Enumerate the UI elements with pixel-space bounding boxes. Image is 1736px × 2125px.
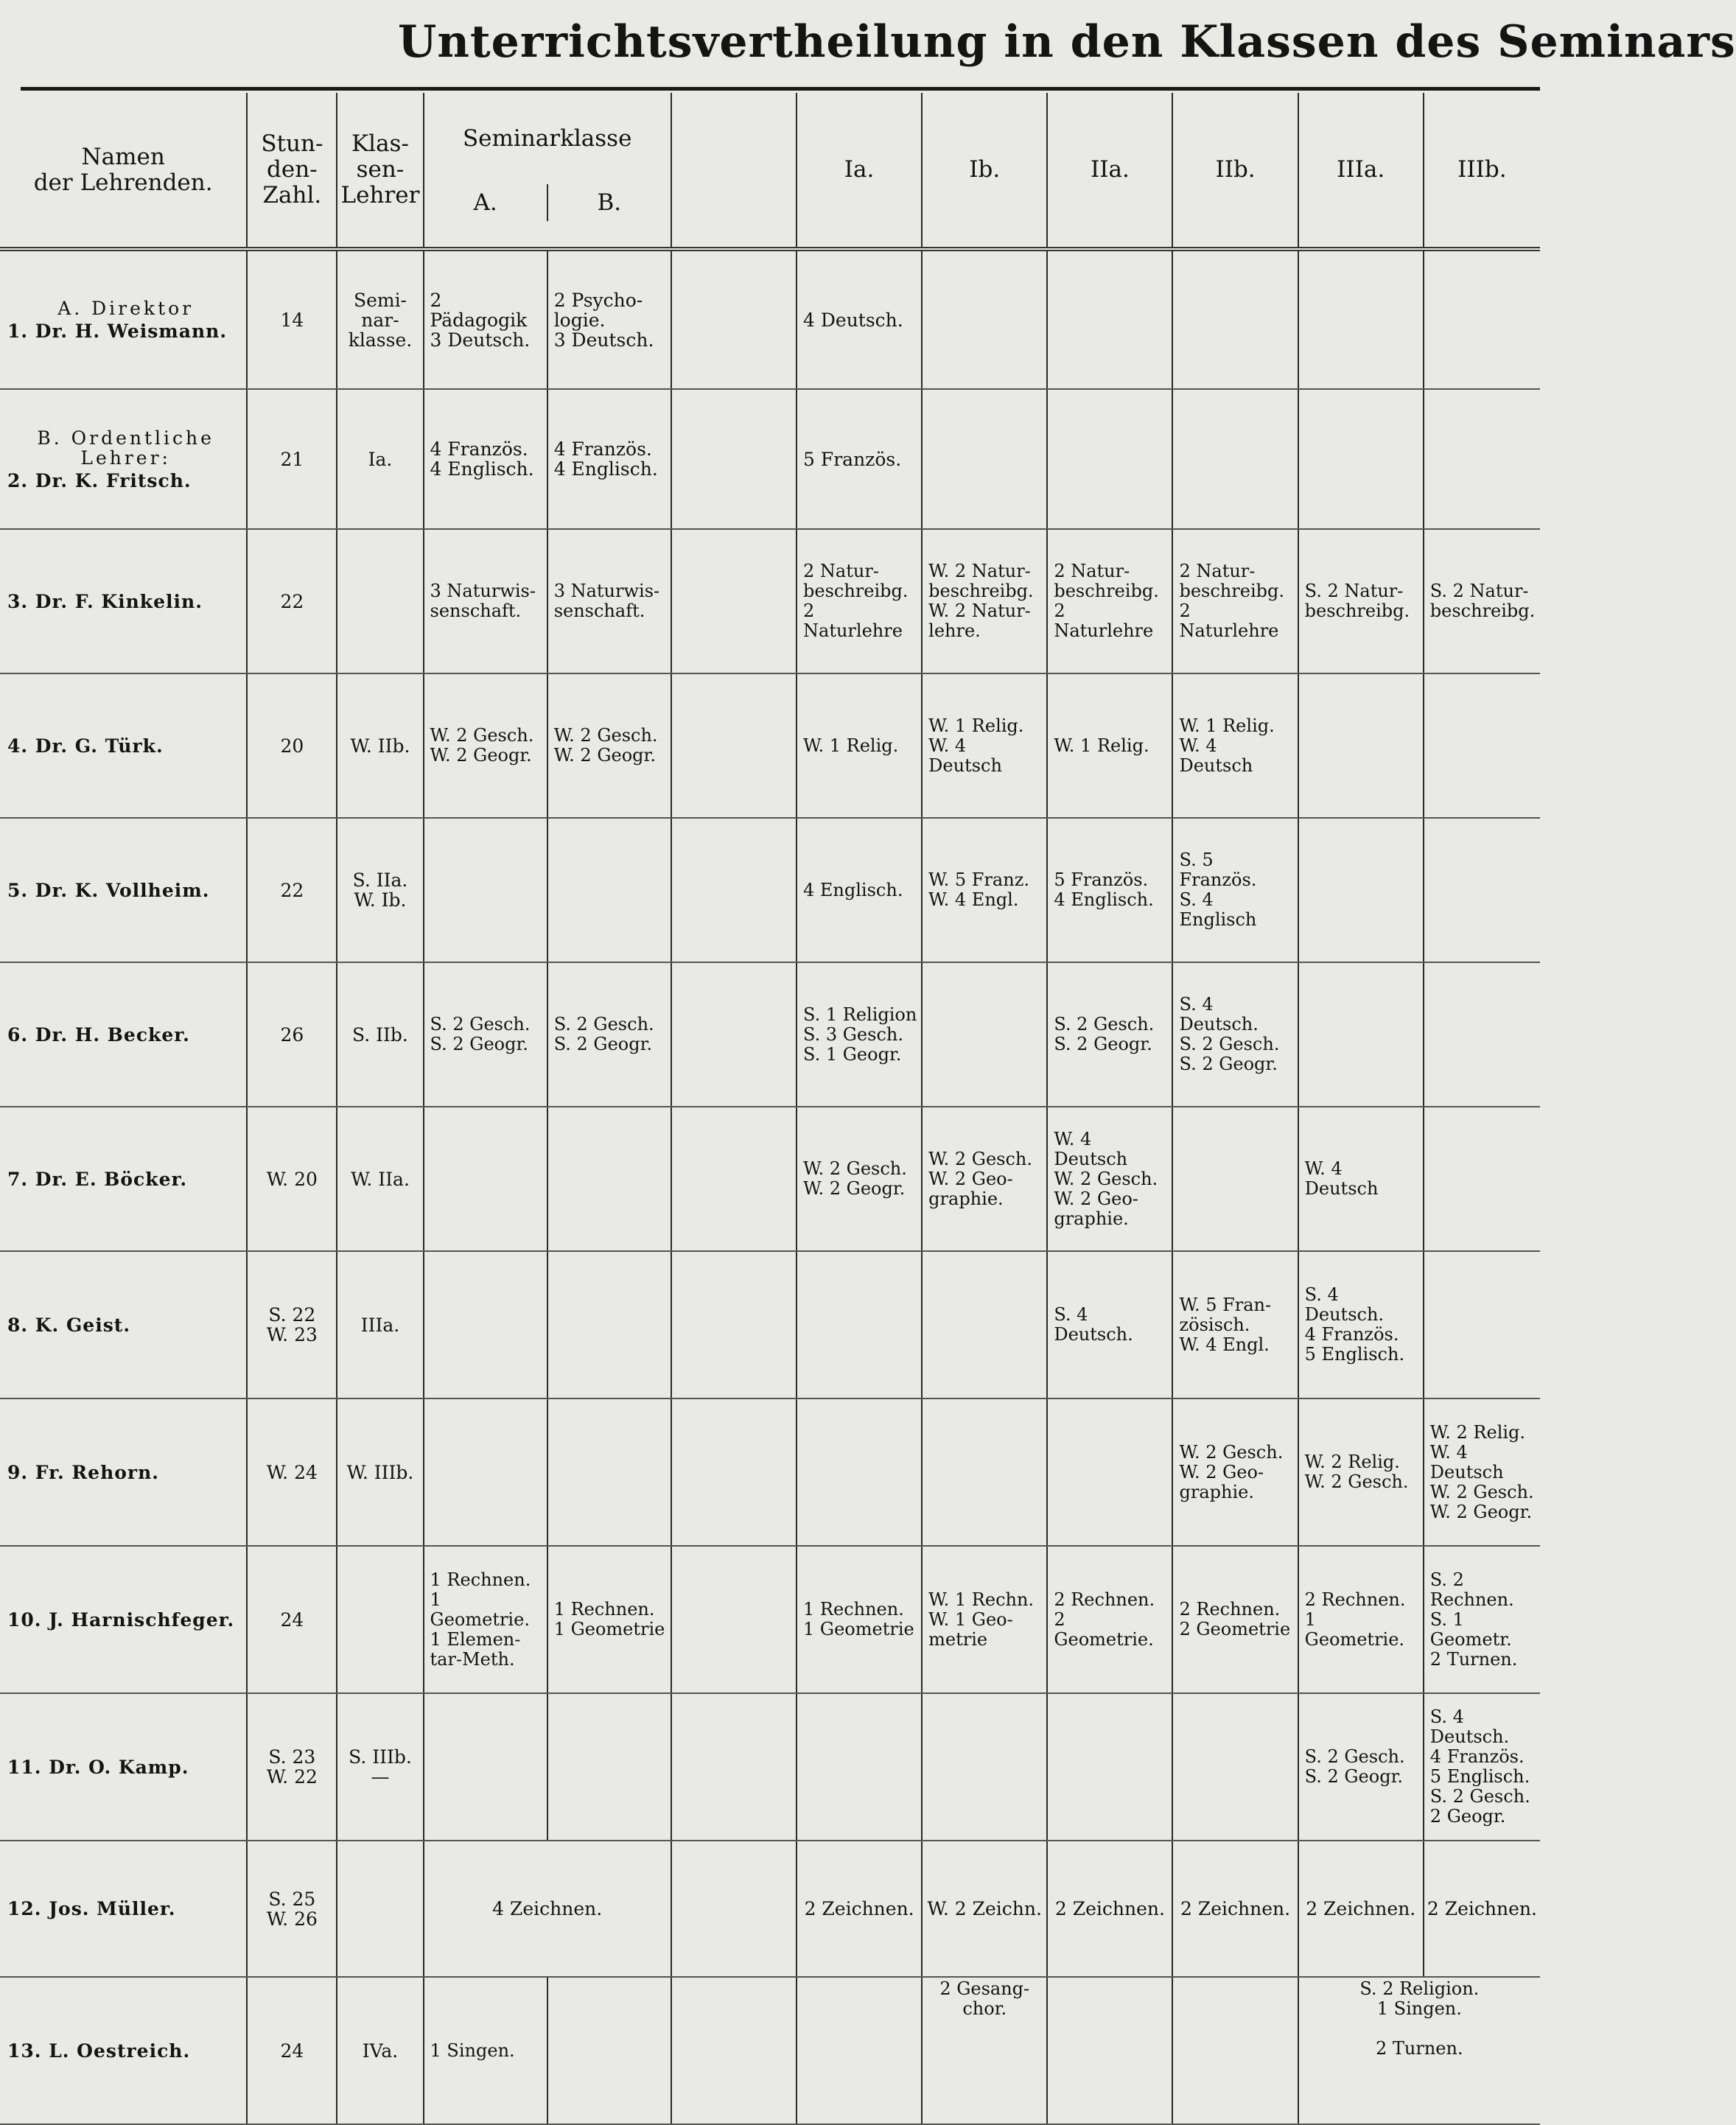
class-teacher-cell: IIIa. <box>337 1251 423 1398</box>
iiib-cell: W. 2 Relig. W. 4 Deutsch W. 2 Gesch. W. 2 Geogr. <box>1424 1398 1540 1546</box>
hours-cell: 14 <box>247 249 337 389</box>
header-blank <box>671 93 797 249</box>
ib-cell: W. 2 Gesch. W. 2 Geo- graphie. <box>922 1107 1047 1251</box>
sem-a-cell <box>424 1251 547 1398</box>
iib-cell <box>1172 249 1298 389</box>
sem-a-cell: 3 Naturwis- senschaft. <box>424 529 547 673</box>
class-teacher-cell: W. IIb. <box>337 673 423 818</box>
iiia-iiib-cell: S. 2 Religion. 1 Singen. 2 Turnen. <box>1298 1977 1540 2124</box>
teacher-name: 11. Dr. O. Kamp. <box>7 1756 189 1778</box>
blank-cell <box>671 818 797 962</box>
iib-cell <box>1172 1977 1298 2124</box>
sem-b-cell <box>547 1398 671 1546</box>
header-hours: Stun- den- Zahl. <box>247 93 337 249</box>
iib-cell: W. 5 Fran- zösisch. W. 4 Engl. <box>1172 1251 1298 1398</box>
teacher-name: 8. K. Geist. <box>7 1314 131 1336</box>
iiia-cell: S. 4 Deutsch. 4 Französ. 5 Englisch. <box>1298 1251 1424 1398</box>
iiia-cell: W. 4 Deutsch <box>1298 1107 1424 1251</box>
ia-cell: 1 Rechnen. 1 Geometrie <box>797 1546 922 1693</box>
teacher-name-cell <box>0 818 247 962</box>
teacher-name-cell <box>0 1251 247 1398</box>
class-teacher-cell: IVa. <box>337 1977 423 2124</box>
page-title: Unterrichtsvertheilung in den Klassen des Seminars <box>398 16 1736 68</box>
ia-cell <box>797 1693 922 1841</box>
hours-cell: 26 <box>247 962 337 1107</box>
ib-cell <box>922 1251 1047 1398</box>
iiia-cell <box>1298 249 1424 389</box>
sem-a-cell <box>424 818 547 962</box>
ib-cell: W. 5 Franz. W. 4 Engl. <box>922 818 1047 962</box>
iiia-cell: 2 Zeichnen. <box>1298 1841 1424 1977</box>
ib-cell: 2 Gesang- chor. <box>922 1977 1047 2124</box>
ib-cell: W. 1 Rechn. W. 1 Geo- metrie <box>922 1546 1047 1693</box>
group-label: A. Direktor <box>57 298 195 319</box>
sem-a-cell: 1 Rechnen. 1 Geometrie. 1 Elemen- tar-Meth. <box>424 1546 547 1693</box>
header-seminarklasse <box>424 93 671 249</box>
blank-cell <box>671 1693 797 1841</box>
ia-cell: S. 1 Religion S. 3 Gesch. S. 1 Geogr. <box>797 962 922 1107</box>
iiib-cell <box>1424 1251 1540 1398</box>
iia-cell: S. 2 Gesch. S. 2 Geogr. <box>1047 962 1172 1107</box>
ia-cell: W. 2 Gesch. W. 2 Geogr. <box>797 1107 922 1251</box>
ib-cell <box>922 389 1047 529</box>
iia-cell <box>1047 389 1172 529</box>
teacher-name: 4. Dr. G. Türk. <box>7 735 164 757</box>
blank-cell <box>671 1398 797 1546</box>
iib-cell: S. 5 Französ. S. 4 Englisch <box>1172 818 1298 962</box>
iiia-cell: S. 2 Gesch. S. 2 Geogr. <box>1298 1693 1424 1841</box>
sem-a-cell: W. 2 Gesch. W. 2 Geogr. <box>424 673 547 818</box>
ib-cell <box>922 249 1047 389</box>
ib-cell <box>922 1693 1047 1841</box>
sem-b-cell: S. 2 Gesch. S. 2 Geogr. <box>547 962 671 1107</box>
sem-a-cell: S. 2 Gesch. S. 2 Geogr. <box>424 962 547 1107</box>
header-name: Namen der Lehrenden. <box>0 93 247 249</box>
iiia-cell <box>1298 673 1424 818</box>
iib-cell: 2 Natur- beschreibg. 2 Naturlehre <box>1172 529 1298 673</box>
iiib-cell <box>1424 673 1540 818</box>
iia-cell <box>1047 1977 1172 2124</box>
teacher-name-cell <box>0 1398 247 1546</box>
class-teacher-cell: S. IIIb. — <box>337 1693 423 1841</box>
hours-cell: S. 25 W. 26 <box>247 1841 337 1977</box>
teacher-name-cell <box>0 1977 247 2124</box>
ib-cell <box>922 1398 1047 1546</box>
sem-a-cell: 1 Singen. <box>424 1977 547 2124</box>
header-iib: IIb. <box>1172 93 1298 249</box>
iiia-cell <box>1298 962 1424 1107</box>
sem-a-cell <box>424 1107 547 1251</box>
iia-cell: W. 4 Deutsch W. 2 Gesch. W. 2 Geo- graphie. <box>1047 1107 1172 1251</box>
table-row-2 <box>0 389 1540 529</box>
teacher-name: 10. J. Harnischfeger. <box>7 1608 235 1631</box>
teacher-name: 2. Dr. K. Fritsch. <box>7 469 192 491</box>
blank-cell <box>671 962 797 1107</box>
sem-b-cell <box>547 1977 671 2124</box>
iia-cell: 2 Natur- beschreibg. 2 Naturlehre <box>1047 529 1172 673</box>
teacher-name: 5. Dr. K. Vollheim. <box>7 879 210 901</box>
ib-cell: W. 1 Relig. W. 4 Deutsch <box>922 673 1047 818</box>
blank-cell <box>671 1546 797 1693</box>
header-ia: Ia. <box>797 93 922 249</box>
hours-cell: 21 <box>247 389 337 529</box>
sem-b-cell: W. 2 Gesch. W. 2 Geogr. <box>547 673 671 818</box>
iia-cell: S. 4 Deutsch. <box>1047 1251 1172 1398</box>
hours-cell: W. 24 <box>247 1398 337 1546</box>
table-row-10 <box>0 1546 1540 1693</box>
teacher-name-cell <box>0 529 247 673</box>
sem-b-cell: 4 Französ. 4 Englisch. <box>547 389 671 529</box>
sem-b-cell <box>547 1251 671 1398</box>
class-teacher-cell: S. IIa. W. Ib. <box>337 818 423 962</box>
table-row-5 <box>0 818 1540 962</box>
teacher-name: 13. L. Oestreich. <box>7 2040 191 2062</box>
iib-cell <box>1172 389 1298 529</box>
iib-cell <box>1172 1693 1298 1841</box>
hours-cell: 24 <box>247 1546 337 1693</box>
sem-a-cell <box>424 1693 547 1841</box>
ia-cell: 2 Zeichnen. <box>797 1841 922 1977</box>
teacher-name: 7. Dr. E. Böcker. <box>7 1168 188 1190</box>
hours-cell: 24 <box>247 1977 337 2124</box>
ia-cell: 5 Französ. <box>797 389 922 529</box>
iib-cell: 2 Rechnen. 2 Geometrie <box>1172 1546 1298 1693</box>
class-teacher-cell: W. IIa. <box>337 1107 423 1251</box>
iiib-cell <box>1424 389 1540 529</box>
table-row-9 <box>0 1398 1540 1546</box>
blank-cell <box>671 673 797 818</box>
iiia-cell: W. 2 Relig. W. 2 Gesch. <box>1298 1398 1424 1546</box>
teacher-name: 9. Fr. Rehorn. <box>7 1461 159 1483</box>
sem-b-cell <box>547 1693 671 1841</box>
iiia-cell: 2 Rechnen. 1 Geometrie. <box>1298 1546 1424 1693</box>
hours-cell: 22 <box>247 529 337 673</box>
sem-a-cell <box>424 1398 547 1546</box>
hours-cell: 20 <box>247 673 337 818</box>
sem-a-cell: 4 Französ. 4 Englisch. <box>424 389 547 529</box>
ib-cell <box>922 962 1047 1107</box>
teacher-name-cell <box>0 389 247 529</box>
blank-cell <box>671 1251 797 1398</box>
teacher-name-cell <box>0 673 247 818</box>
header-iiib: IIIb. <box>1424 93 1540 249</box>
table-row-1 <box>0 249 1540 389</box>
table-row-7 <box>0 1107 1540 1251</box>
title-rule <box>21 87 1540 91</box>
teacher-name-cell <box>0 249 247 389</box>
teacher-name: 6. Dr. H. Becker. <box>7 1023 190 1046</box>
ia-cell: 4 Englisch. <box>797 818 922 962</box>
teacher-name: 12. Jos. Müller. <box>7 1898 176 1919</box>
group-label: B. Ordentliche Lehrer: <box>37 427 214 469</box>
iia-cell: 5 Französ. 4 Englisch. <box>1047 818 1172 962</box>
teacher-name-cell <box>0 1107 247 1251</box>
teacher-name-cell <box>0 1693 247 1841</box>
iib-cell: W. 2 Gesch. W. 2 Geo- graphie. <box>1172 1398 1298 1546</box>
iia-cell <box>1047 249 1172 389</box>
ib-cell: W. 2 Natur- beschreibg. W. 2 Natur- lehre. <box>922 529 1047 673</box>
teaching-table <box>0 93 1540 2125</box>
teacher-name-cell <box>0 1841 247 1977</box>
ia-cell <box>797 1977 922 2124</box>
header-seminar-label: Seminarklasse <box>462 125 632 152</box>
ia-cell <box>797 1398 922 1546</box>
iib-cell <box>1172 1107 1298 1251</box>
teacher-name-cell <box>0 1546 247 1693</box>
sem-a-cell: 2 Pädagogik 3 Deutsch. <box>424 249 547 389</box>
iia-cell <box>1047 1693 1172 1841</box>
hours-cell: S. 23 W. 22 <box>247 1693 337 1841</box>
class-teacher-cell: W. IIIb. <box>337 1398 423 1546</box>
iiib-cell: 2 Zeichnen. <box>1424 1841 1540 1977</box>
iib-cell: W. 1 Relig. W. 4 Deutsch <box>1172 673 1298 818</box>
iia-cell: 2 Zeichnen. <box>1047 1841 1172 1977</box>
table-row-3 <box>0 529 1540 673</box>
header-sem-a: A. <box>424 184 548 221</box>
table-row-13 <box>0 1977 1540 2124</box>
header-sem-b: B. <box>597 189 622 216</box>
ia-cell <box>797 1251 922 1398</box>
iiia-cell <box>1298 389 1424 529</box>
ia-cell: 2 Natur- beschreibg. 2 Naturlehre <box>797 529 922 673</box>
hours-cell: W. 20 <box>247 1107 337 1251</box>
iiib-cell <box>1424 249 1540 389</box>
ia-cell: 4 Deutsch. <box>797 249 922 389</box>
ia-cell: W. 1 Relig. <box>797 673 922 818</box>
teacher-name-cell <box>0 962 247 1107</box>
iiib-cell <box>1424 818 1540 962</box>
iiib-cell: S. 4 Deutsch. 4 Französ. 5 Englisch. S. 2 Gesch. 2 Geogr. <box>1424 1693 1540 1841</box>
class-teacher-cell <box>337 529 423 673</box>
hours-cell: S. 22 W. 23 <box>247 1251 337 1398</box>
sem-b-cell: 1 Rechnen. 1 Geometrie <box>547 1546 671 1693</box>
teacher-name: 1. Dr. H. Weismann. <box>7 321 228 342</box>
class-teacher-cell <box>337 1546 423 1693</box>
class-teacher-cell <box>337 1841 423 1977</box>
teacher-name: 3. Dr. F. Kinkelin. <box>7 590 203 612</box>
iiib-cell: S. 2 Rechnen. S. 1 Geometr. 2 Turnen. <box>1424 1546 1540 1693</box>
header-iia: IIa. <box>1047 93 1172 249</box>
sem-ab-cell: 4 Zeichnen. <box>424 1841 671 1977</box>
class-teacher-cell: S. IIb. <box>337 962 423 1107</box>
header-iiia: IIIa. <box>1298 93 1424 249</box>
header-class-teacher: Klas- sen- Lehrer <box>337 93 423 249</box>
table-row-6 <box>0 962 1540 1107</box>
hours-cell: 22 <box>247 818 337 962</box>
table-row-8 <box>0 1251 1540 1398</box>
ib-cell: W. 2 Zeichn. <box>922 1841 1047 1977</box>
blank-cell <box>671 529 797 673</box>
iiia-cell <box>1298 818 1424 962</box>
iiib-cell: S. 2 Natur- beschreibg. <box>1424 529 1540 673</box>
sem-b-cell: 3 Naturwis- senschaft. <box>547 529 671 673</box>
iib-cell: S. 4 Deutsch. S. 2 Gesch. S. 2 Geogr. <box>1172 962 1298 1107</box>
header-ib: Ib. <box>922 93 1047 249</box>
blank-cell <box>671 389 797 529</box>
class-teacher-cell: Semi- nar- klasse. <box>337 249 423 389</box>
table-row-11 <box>0 1693 1540 1841</box>
blank-cell <box>671 1841 797 1977</box>
iiia-cell: S. 2 Natur- beschreibg. <box>1298 529 1424 673</box>
class-teacher-cell: Ia. <box>337 389 423 529</box>
table-row-4 <box>0 673 1540 818</box>
iiib-cell <box>1424 1107 1540 1251</box>
iib-cell: 2 Zeichnen. <box>1172 1841 1298 1977</box>
sem-b-cell: 2 Psycho- logie. 3 Deutsch. <box>547 249 671 389</box>
sem-b-cell <box>547 818 671 962</box>
iia-cell <box>1047 1398 1172 1546</box>
iia-cell: 2 Rechnen. 2 Geometrie. <box>1047 1546 1172 1693</box>
table-row-12 <box>0 1841 1540 1977</box>
blank-cell <box>671 1107 797 1251</box>
sem-b-cell <box>547 1107 671 1251</box>
blank-cell <box>671 249 797 389</box>
iiib-cell <box>1424 962 1540 1107</box>
blank-cell <box>671 1977 797 2124</box>
iia-cell: W. 1 Relig. <box>1047 673 1172 818</box>
header-row <box>0 93 1540 249</box>
